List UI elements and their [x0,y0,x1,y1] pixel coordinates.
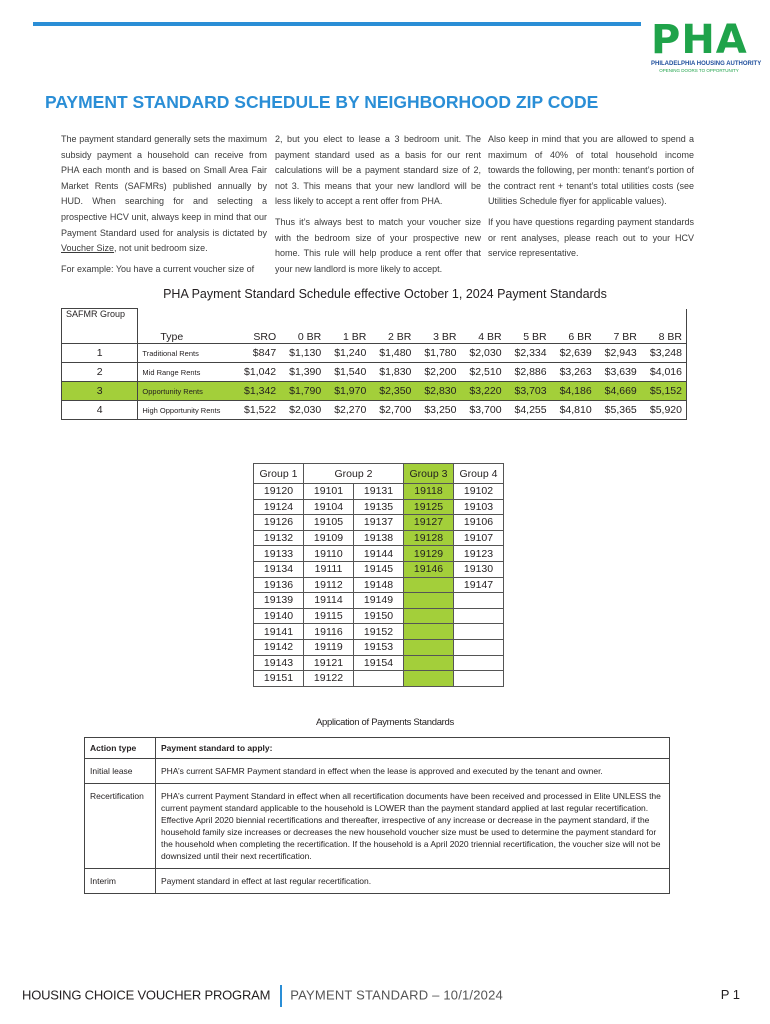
application-title: Application of Payments Standards [316,717,454,728]
zip-code-cell: 19148 [354,577,404,593]
zip-code-cell: 19127 [404,515,454,531]
zip-code-cell: 19137 [354,515,404,531]
zip-row [254,499,504,515]
payment-value: $3,220 [460,382,505,401]
application-row [85,869,670,894]
zip-header-group3: Group 3 [404,464,454,484]
footer-divider [280,985,282,1007]
header-safmr-group: SAFMR Group [62,309,138,344]
zip-code-cell: 19124 [254,499,304,515]
zip-code-cell: 19154 [354,655,404,671]
zip-code-cell: 19133 [254,546,304,562]
zip-code-cell: 19144 [354,546,404,562]
application-row [85,759,670,784]
zip-code-cell [404,593,454,609]
zip-code-cell: 19104 [304,499,354,515]
zip-header-group1: Group 1 [254,464,304,484]
zip-code-cell: 19114 [304,593,354,609]
zip-row [254,593,504,609]
payment-value: $1,342 [235,382,280,401]
zip-row [254,624,504,640]
zip-code-cell: 19111 [304,561,354,577]
zip-code-cell: 19152 [354,624,404,640]
payment-value: $3,250 [415,401,460,420]
action-type: Initial lease [85,759,156,784]
zip-code-cell: 19139 [254,593,304,609]
payment-value: $2,886 [506,363,551,382]
payment-value: $5,920 [641,401,687,420]
payment-value: $1,780 [415,344,460,363]
zip-code-cell [404,639,454,655]
payment-value: $4,255 [506,401,551,420]
payment-value: $2,830 [415,382,460,401]
header-bedroom: 3 BR [415,309,460,344]
payment-value: $2,700 [370,401,415,420]
payment-standard-table [61,308,687,420]
header-bedroom: 8 BR [641,309,687,344]
header-bedroom: 6 BR [551,309,596,344]
payment-value: $1,240 [325,344,370,363]
zip-code-cell: 19135 [354,499,404,515]
payment-value: $4,016 [641,363,687,382]
intro-paragraph [61,132,267,257]
intro-column-2 [275,132,481,282]
zip-code-cell: 19123 [454,546,504,562]
rent-type: High Opportunity Rents [138,401,235,420]
zip-code-cell: 19116 [304,624,354,640]
table-row [62,363,687,382]
zip-row [254,608,504,624]
zip-code-cell: 19101 [304,484,354,500]
zip-code-cell: 19107 [454,530,504,546]
payment-value: $3,263 [551,363,596,382]
payment-value: $1,830 [370,363,415,382]
zip-code-cell: 19151 [254,671,304,687]
intro-text: , not unit bedroom size. [114,243,208,254]
zip-code-cell: 19105 [304,515,354,531]
zip-header-group4: Group 4 [454,464,504,484]
zip-code-cell: 19102 [454,484,504,500]
zip-code-cell: 19106 [454,515,504,531]
payment-value: $2,334 [506,344,551,363]
zip-code-cell: 19153 [354,639,404,655]
group-number: 1 [62,344,138,363]
zip-code-cell [404,577,454,593]
zip-code-cell: 19122 [304,671,354,687]
pha-logo [651,17,762,82]
footer-program: HOUSING CHOICE VOUCHER PROGRAM [22,987,271,1003]
zip-row [254,655,504,671]
zip-code-cell: 19126 [254,515,304,531]
header-bedroom: 0 BR [280,309,325,344]
payment-value: $1,390 [280,363,325,382]
payment-value: $2,030 [280,401,325,420]
zip-code-cell: 19128 [404,530,454,546]
table-row [62,401,687,420]
payment-value: $3,639 [596,363,641,382]
zip-code-cell [454,624,504,640]
zip-code-cell: 19150 [354,608,404,624]
schedule-title: PHA Payment Standard Schedule effective October 1, 2024 Payment Standards [163,287,607,301]
intro-paragraph: Thus it’s always best to match your voucher size with the bedroom size of your prospective new home. This rule will help produce a rent offer that your new landlord is more likely to accept. [275,216,481,274]
zip-code-cell [404,655,454,671]
payment-value: $3,703 [506,382,551,401]
zip-code-cell [454,639,504,655]
payment-value: $3,700 [460,401,505,420]
zip-code-cell: 19143 [254,655,304,671]
payment-value: $2,270 [325,401,370,420]
header-type: Type [138,309,235,344]
header-bedroom: 5 BR [506,309,551,344]
logo-org-name: PHILADELPHIA HOUSING AUTHORITY [651,61,762,67]
zip-code-cell: 19132 [254,530,304,546]
zip-code-cell: 19140 [254,608,304,624]
zip-row [254,546,504,562]
payment-value: $1,522 [235,401,280,420]
action-description: Payment standard in effect at last regular recertification. [156,869,670,894]
zip-code-cell: 19149 [354,593,404,609]
page-title: PAYMENT STANDARD SCHEDULE BY NEIGHBORHOOD ZIP CODE [45,92,599,112]
rent-type: Traditional Rents [138,344,235,363]
intro-paragraph: For example: You have a current voucher size of [61,263,255,274]
payment-value: $4,810 [551,401,596,420]
payment-value: $1,970 [325,382,370,401]
table-row [62,344,687,363]
header-bedroom: 4 BR [460,309,505,344]
group-number: 2 [62,363,138,382]
payment-value: $1,130 [280,344,325,363]
zip-code-cell: 19119 [304,639,354,655]
intro-text: The payment standard generally sets the maximum subsidy payment a household can receive from PHA each month and is based on Small Area Fair Market Rents (SAFMRs) published annually by HUD. When searching for and selecting a prospective HCV unit, always keep in mind that our Payment Standard used for analysis is dictated by [61,134,267,238]
zip-row [254,515,504,531]
zip-header-row [254,464,504,484]
footer-document: PAYMENT STANDARD – 10/1/2024 [290,987,503,1003]
application-header-row [85,738,670,759]
zip-code-cell: 19136 [254,577,304,593]
zip-code-cell [404,624,454,640]
header-bedroom: 7 BR [596,309,641,344]
payment-value: $1,540 [325,363,370,382]
group-number: 3 [62,382,138,401]
zip-code-cell [454,655,504,671]
payment-value: $2,510 [460,363,505,382]
action-type: Interim [85,869,156,894]
zip-code-cell: 19142 [254,639,304,655]
zip-code-cell: 19120 [254,484,304,500]
zip-code-cell: 19110 [304,546,354,562]
zip-code-cell: 19129 [404,546,454,562]
payment-value: $2,030 [460,344,505,363]
voucher-size-link[interactable]: Voucher Size [61,243,115,254]
payment-value: $5,365 [596,401,641,420]
application-table [84,737,670,894]
payment-value: $4,669 [596,382,641,401]
zip-code-cell [404,671,454,687]
payment-value: $2,639 [551,344,596,363]
header-bedroom: 2 BR [370,309,415,344]
page-number: P 1 [720,987,740,1002]
action-description: PHA’s current Payment Standard in effect when all recertification documents have been received and processed in Elite UNLESS the current payment standard applicable to the household is LOWER than the payment standard applied at last regular recertification. Effective April 2020 biennial recertifications and thereafter, irrespective of any increase or decrease in the payment standard, if the household family size increases or decreases the new household voucher size must be used to determine the payment standard for the household when completing the recertification. If the household is a April 2020 triennial recertification, the voucher size will not be downsized until their next recertification. [156,784,670,869]
zip-code-cell [454,671,504,687]
zip-header-group2: Group 2 [304,464,404,484]
header-payment-standard: Payment standard to apply: [156,738,670,759]
zip-code-cell [454,593,504,609]
zip-code-cell: 19145 [354,561,404,577]
zip-code-cell: 19147 [454,577,504,593]
zip-row [254,671,504,687]
header-bedroom: SRO [235,309,280,344]
rent-type: Mid Range Rents [138,363,235,382]
zip-row [254,484,504,500]
intro-paragraph: 2, but you elect to lease a 3 bedroom unit. The payment standard used as a basis for our rent calculations will be a payment standard size of 2, not 3. This means that your new landlord will be less likely to accept a rent offer from PHA. [275,134,481,207]
payment-value: $2,943 [596,344,641,363]
zip-row [254,561,504,577]
group-number: 4 [62,401,138,420]
zip-code-cell: 19138 [354,530,404,546]
action-description: PHA’s current SAFMR Payment standard in effect when the lease is approved and executed by the tenant and owner. [156,759,670,784]
zip-code-cell: 19115 [304,608,354,624]
table-header-row [62,309,687,344]
table-row [62,382,687,401]
zip-code-cell: 19134 [254,561,304,577]
header-bedroom: 1 BR [325,309,370,344]
zip-code-cell: 19103 [454,499,504,515]
payment-value: $847 [235,344,280,363]
payment-value: $1,790 [280,382,325,401]
intro-paragraph: If you have questions regarding payment standards or rent analyses, please reach out to your HCV service representative. [488,216,694,259]
action-type: Recertification [85,784,156,869]
intro-column-3 [488,132,694,267]
zip-code-cell: 19141 [254,624,304,640]
zip-code-cell: 19112 [304,577,354,593]
top-rule [33,22,641,26]
footer [22,985,503,1007]
zip-code-cell: 19121 [304,655,354,671]
intro-paragraph: Also keep in mind that you are allowed to spend a maximum of 40% of total household income towards the following, per month: tenant’s portion of the contract rent + tenant’s total utilities costs (see Utilities Schedule flyer for applicable values). [488,134,694,207]
zip-row [254,577,504,593]
rent-type: Opportunity Rents [138,382,235,401]
payment-value: $2,350 [370,382,415,401]
zip-row [254,639,504,655]
zip-code-cell [354,671,404,687]
application-row [85,784,670,869]
zip-code-cell: 19146 [404,561,454,577]
intro-column-1 [61,132,267,282]
logo-mark: PHA [651,17,748,63]
payment-value: $2,200 [415,363,460,382]
logo-tagline: OPENING DOORS TO OPPORTUNITY [659,68,739,73]
payment-value: $4,186 [551,382,596,401]
zip-code-cell: 19125 [404,499,454,515]
payment-value: $3,248 [641,344,687,363]
payment-value: $1,480 [370,344,415,363]
zip-row [254,530,504,546]
zip-code-cell [454,608,504,624]
payment-value: $5,152 [641,382,687,401]
zip-code-cell: 19130 [454,561,504,577]
zip-code-cell: 19131 [354,484,404,500]
header-action-type: Action type [85,738,156,759]
zip-code-cell: 19109 [304,530,354,546]
zip-code-cell [404,608,454,624]
zip-code-cell: 19118 [404,484,454,500]
zip-code-table [253,463,504,687]
payment-value: $1,042 [235,363,280,382]
